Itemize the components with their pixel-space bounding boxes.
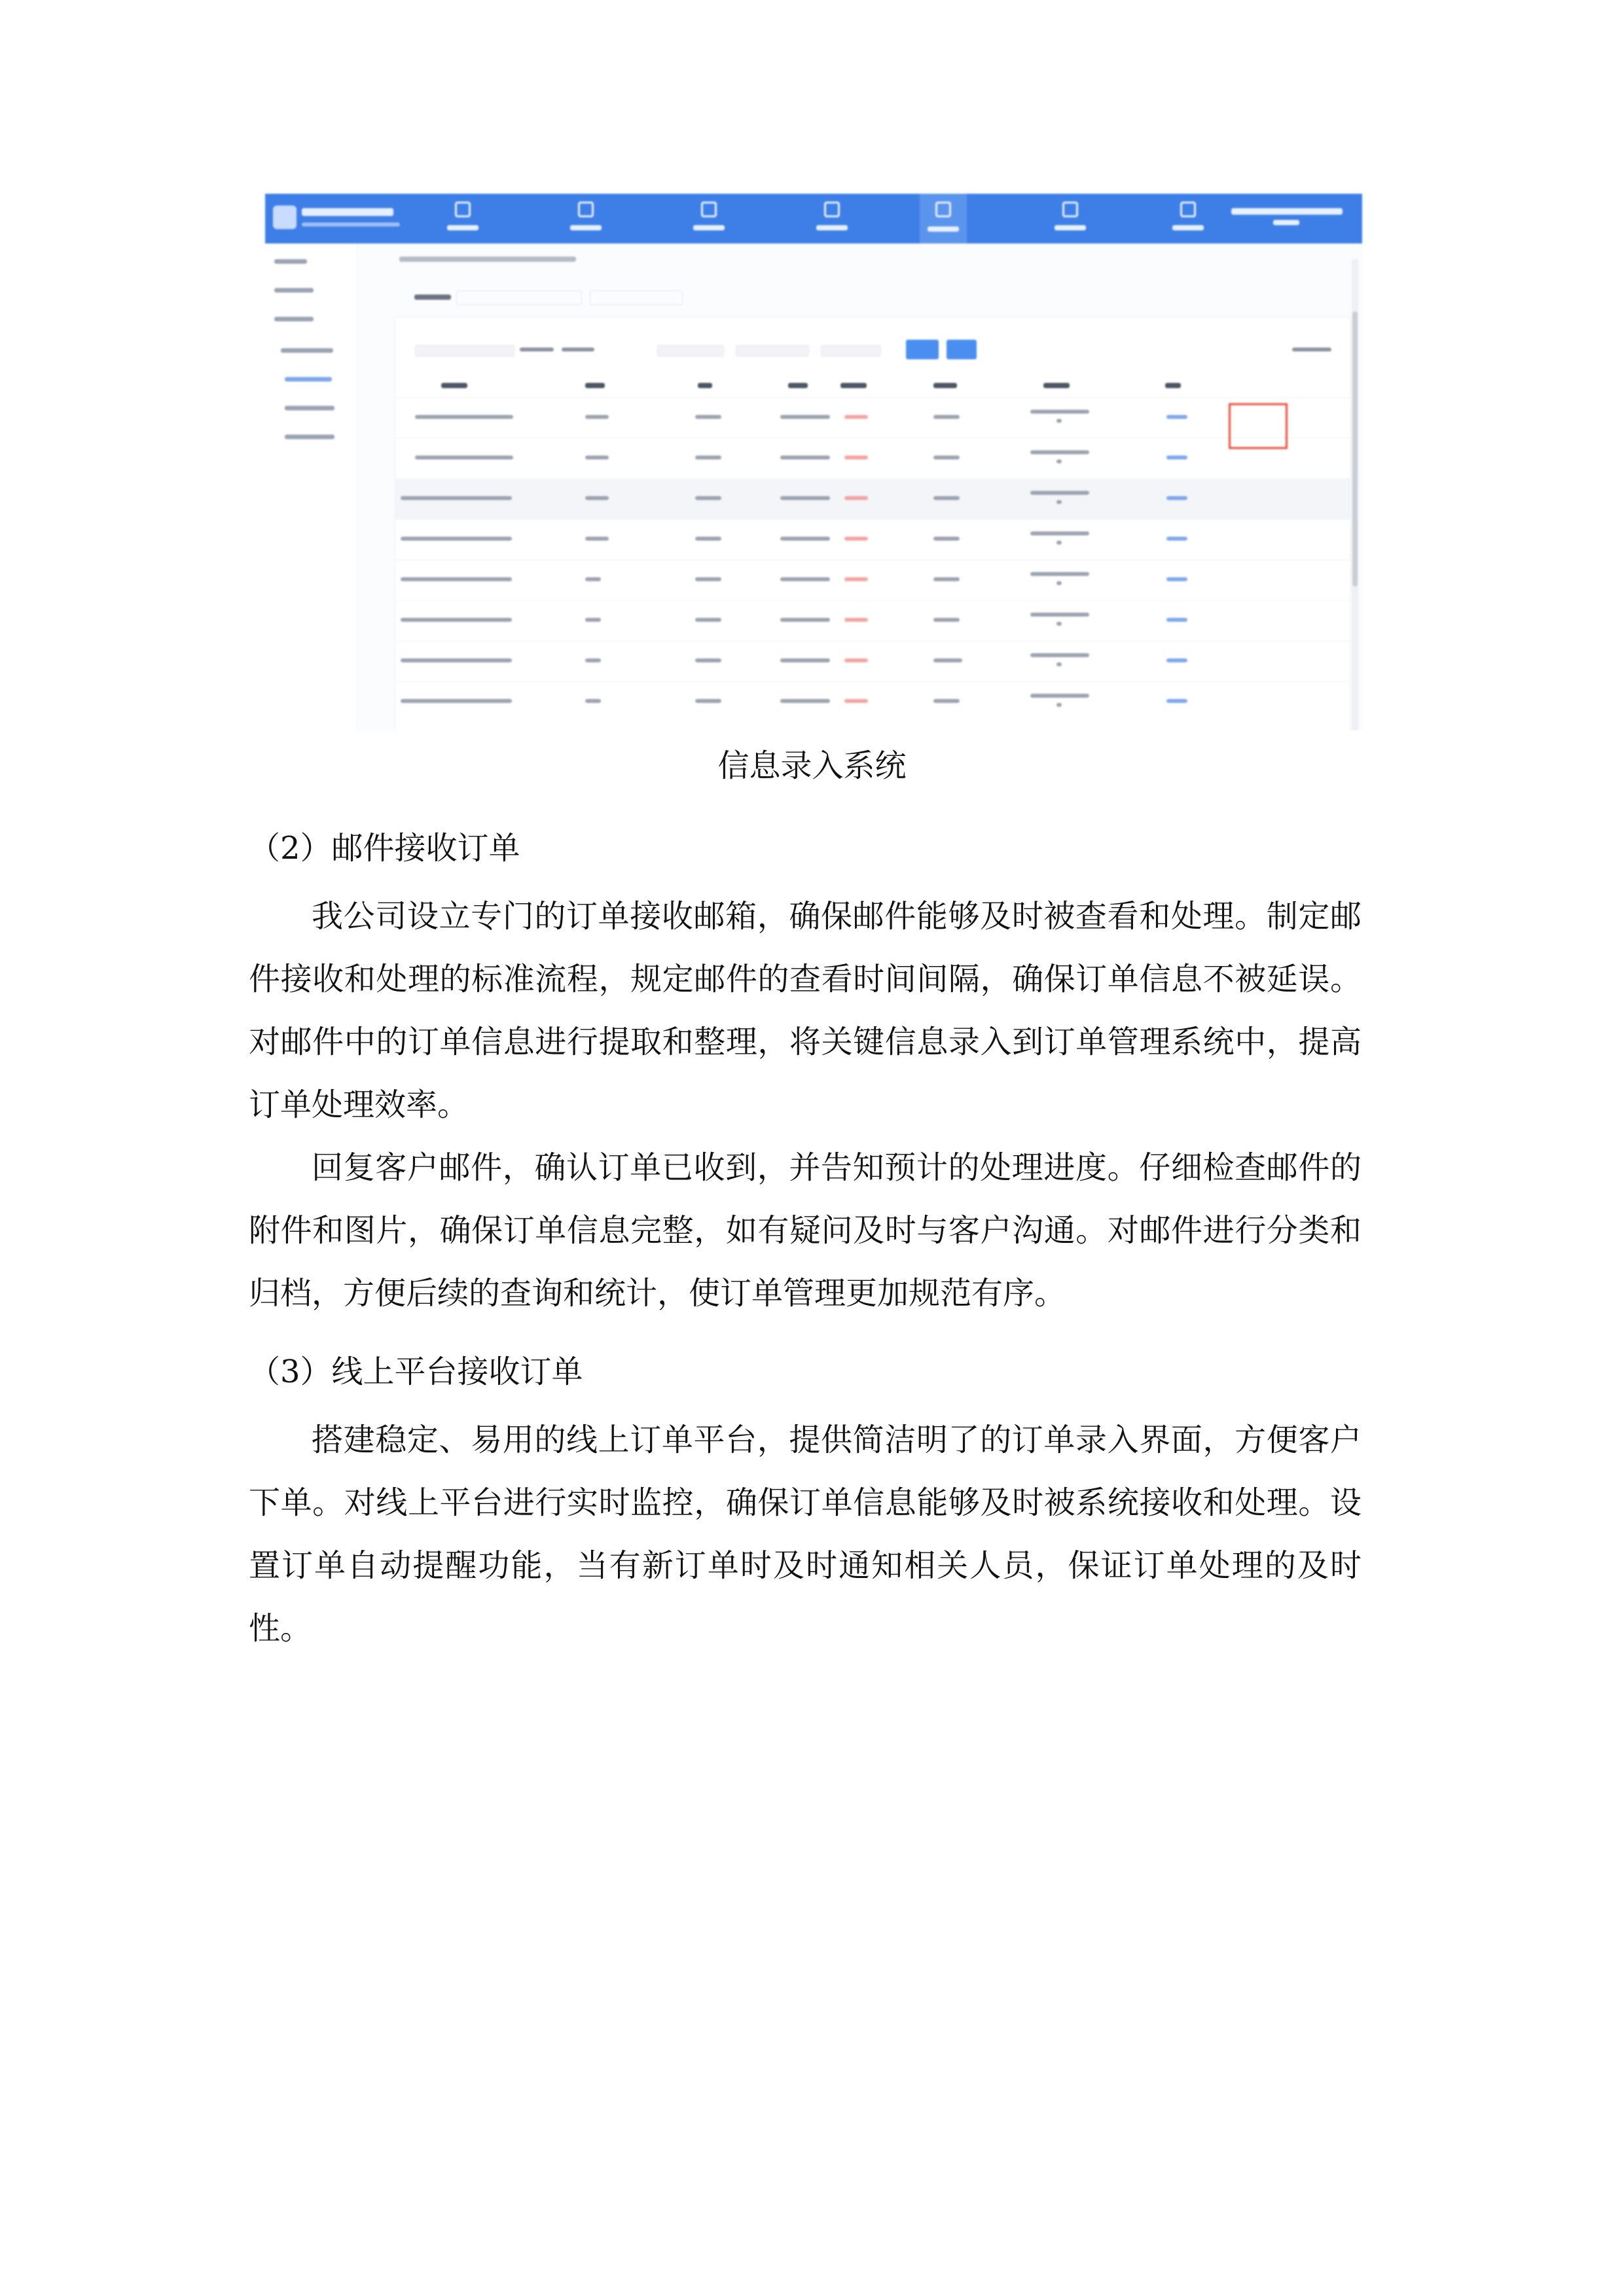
table-row[interactable]: [395, 600, 1350, 641]
scrollbar-thumb[interactable]: [1352, 312, 1358, 586]
order-system-screenshot: [265, 194, 1362, 730]
sidebar: [265, 243, 357, 730]
section-heading-online: （3）线上平台接收订单: [249, 1354, 583, 1390]
cell-placeholder: [780, 537, 830, 541]
cell-placeholder: [780, 618, 830, 622]
cell-placeholder: [585, 496, 609, 500]
nav-label-placeholder: [693, 225, 725, 230]
nav-label-placeholder: [816, 225, 848, 230]
action-link-placeholder[interactable]: [1166, 415, 1187, 419]
cell-placeholder: [1030, 653, 1089, 657]
nav-icon: [578, 202, 594, 217]
cell-placeholder: [1056, 500, 1062, 504]
sidebar-item[interactable]: [274, 288, 314, 293]
highlight-box: [1229, 403, 1288, 449]
cell-placeholder: [585, 618, 601, 622]
column-header-placeholder: [1043, 383, 1070, 388]
filter-bar: [414, 291, 696, 304]
nav-icon: [701, 202, 717, 217]
nav-item-1[interactable]: [443, 200, 482, 237]
action-link-placeholder[interactable]: [1166, 699, 1187, 703]
cell-placeholder: [1030, 694, 1089, 698]
cell-placeholder: [933, 658, 962, 662]
cell-placeholder: [933, 456, 960, 459]
column-header-placeholder: [788, 383, 808, 388]
column-header-placeholder: [933, 383, 957, 388]
status-placeholder: [844, 496, 868, 500]
cell-placeholder: [1030, 450, 1089, 454]
cell-placeholder: [695, 658, 721, 662]
status-placeholder: [844, 577, 868, 581]
cell-placeholder: [780, 456, 830, 459]
cell-placeholder: [695, 699, 721, 703]
column-header-placeholder: [441, 383, 467, 388]
action-link-placeholder[interactable]: [1166, 496, 1187, 500]
column-header-placeholder: [698, 383, 712, 388]
sidebar-item[interactable]: [274, 259, 307, 264]
search-input[interactable]: [415, 345, 514, 357]
cell-placeholder: [933, 699, 960, 703]
cell-placeholder: [401, 658, 512, 662]
logo-icon: [273, 206, 297, 229]
nav-icon: [824, 202, 840, 217]
cell-placeholder: [1056, 662, 1062, 666]
nav-item-7[interactable]: [1168, 200, 1208, 237]
cell-placeholder: [933, 537, 960, 541]
status-placeholder: [844, 456, 868, 459]
user-role-placeholder: [1273, 220, 1299, 225]
sidebar-item[interactable]: [285, 435, 334, 439]
cell-placeholder: [401, 618, 512, 622]
table-row[interactable]: [395, 681, 1350, 723]
breadcrumb-placeholder: [399, 257, 576, 262]
column-header-placeholder: [1165, 383, 1181, 388]
cell-placeholder: [1056, 703, 1062, 707]
cell-placeholder: [1030, 531, 1089, 535]
paragraph: 我公司设立专门的订单接收邮箱，确保邮件能够及时被查看和处理。制定邮件接收和处理的标准流程，规定邮件的查看时间间隔，确保订单信息不被延误。对邮件中的订单信息进行提取和整理，将关键信息录入到订单管理系统中，提高订单处理效率。: [249, 898, 1362, 1123]
cell-placeholder: [585, 577, 601, 581]
table-row[interactable]: [395, 641, 1350, 682]
status-select[interactable]: [657, 345, 724, 357]
top-nav-bar: [265, 194, 1362, 243]
cell-placeholder: [1056, 459, 1062, 463]
nav-icon: [455, 202, 471, 217]
sidebar-item[interactable]: [274, 317, 314, 321]
cell-placeholder: [1030, 613, 1089, 617]
nav-label-placeholder: [570, 225, 602, 230]
table-row[interactable]: [395, 560, 1350, 601]
filter-label-placeholder: [414, 295, 451, 300]
table-row[interactable]: [395, 519, 1350, 560]
cell-placeholder: [401, 577, 512, 581]
cell-placeholder: [1030, 491, 1089, 495]
nav-item-6[interactable]: [1051, 200, 1090, 237]
status-placeholder: [844, 658, 868, 662]
nav-label-placeholder: [928, 226, 959, 232]
paragraph: 回复客户邮件，确认订单已收到，并告知预计的处理进度。仔细检查邮件的附件和图片，确保订单信息完整，如有疑问及时与客户沟通。对邮件进行分类和归档，方便后续的查询和统计，使订单管理更加规范有序。: [249, 1149, 1362, 1312]
cell-placeholder: [585, 658, 601, 662]
cell-placeholder: [1030, 410, 1089, 414]
cell-placeholder: [933, 496, 960, 500]
cell-placeholder: [401, 699, 512, 703]
table-row[interactable]: [395, 397, 1350, 439]
cell-placeholder: [695, 537, 721, 541]
cell-placeholder: [415, 456, 513, 459]
cell-placeholder: [585, 456, 609, 459]
nav-icon: [1180, 202, 1196, 217]
cell-placeholder: [1056, 622, 1062, 626]
cell-placeholder: [401, 496, 512, 500]
filter-select[interactable]: [456, 291, 582, 305]
figure-caption: 信息录入系统: [717, 747, 907, 784]
nav-item-3[interactable]: [689, 200, 729, 237]
table-panel: [395, 317, 1350, 730]
logo-subtext-placeholder: [302, 223, 400, 226]
search-button[interactable]: [906, 340, 939, 359]
scrollbar[interactable]: [1352, 259, 1358, 730]
cell-placeholder: [401, 537, 512, 541]
action-link-placeholder[interactable]: [1166, 537, 1187, 541]
user-info-placeholder[interactable]: [1231, 208, 1343, 215]
status-placeholder: [844, 618, 868, 622]
column-header-placeholder: [585, 383, 605, 388]
cell-placeholder: [1056, 419, 1062, 423]
add-button[interactable]: [947, 340, 977, 359]
nav-icon: [1062, 202, 1078, 217]
cell-placeholder: [585, 699, 601, 703]
cell-placeholder: [933, 618, 960, 622]
action-link-placeholder[interactable]: [1166, 577, 1187, 581]
table-row[interactable]: [395, 438, 1350, 479]
cell-placeholder: [1056, 541, 1062, 545]
cell-placeholder: [695, 456, 721, 459]
sidebar-item[interactable]: [285, 406, 334, 410]
cell-placeholder: [415, 415, 513, 419]
column-header-placeholder: [840, 383, 867, 388]
cell-placeholder: [695, 415, 721, 419]
cell-placeholder: [695, 618, 721, 622]
section-heading-email: （2）邮件接收订单: [249, 830, 520, 867]
cell-placeholder: [695, 577, 721, 581]
action-link-placeholder[interactable]: [1166, 618, 1187, 622]
cell-placeholder: [780, 496, 830, 500]
toolbar-text-placeholder: [520, 348, 554, 351]
nav-item-5-active[interactable]: [920, 194, 967, 243]
cell-placeholder: [780, 658, 830, 662]
cell-placeholder: [933, 415, 960, 419]
nav-label-placeholder: [447, 225, 478, 230]
logo-text-placeholder: [302, 208, 393, 216]
status-placeholder: [844, 415, 868, 419]
sidebar-item[interactable]: [281, 348, 333, 353]
cell-placeholder: [1030, 572, 1089, 576]
cell-placeholder: [695, 496, 721, 500]
toolbar-right-placeholder[interactable]: [1292, 348, 1331, 351]
sidebar-item-selected[interactable]: [285, 377, 332, 382]
toolbar-text-placeholder: [562, 348, 594, 351]
nav-item-4[interactable]: [812, 200, 852, 237]
nav-item-2[interactable]: [566, 200, 605, 237]
nav-icon: [935, 202, 951, 217]
nav-label-placeholder: [1055, 225, 1086, 230]
paragraph: 搭建稳定、易用的线上订单平台，提供简洁明了的订单录入界面，方便客户下单。对线上平台进行实时监控，确保订单信息能够及时被系统接收和处理。设置订单自动提醒功能，当有新订单时及时通知相关人员，保证订单处理的及时性。: [249, 1422, 1362, 1647]
cell-placeholder: [1056, 581, 1062, 585]
cell-placeholder: [780, 577, 830, 581]
action-link-placeholder[interactable]: [1166, 658, 1187, 662]
cell-placeholder: [780, 415, 830, 419]
nav-label-placeholder: [1172, 225, 1204, 230]
status-placeholder: [844, 699, 868, 703]
cell-placeholder: [780, 699, 830, 703]
cell-placeholder: [585, 537, 609, 541]
cell-placeholder: [585, 415, 609, 419]
table-row-highlighted[interactable]: [395, 478, 1350, 520]
table-header: [395, 376, 1350, 396]
date-input[interactable]: [736, 345, 809, 357]
cell-placeholder: [933, 577, 960, 581]
date-input[interactable]: [821, 345, 881, 357]
status-placeholder: [844, 537, 868, 541]
filter-select[interactable]: [590, 291, 683, 305]
action-link-placeholder[interactable]: [1166, 456, 1187, 459]
